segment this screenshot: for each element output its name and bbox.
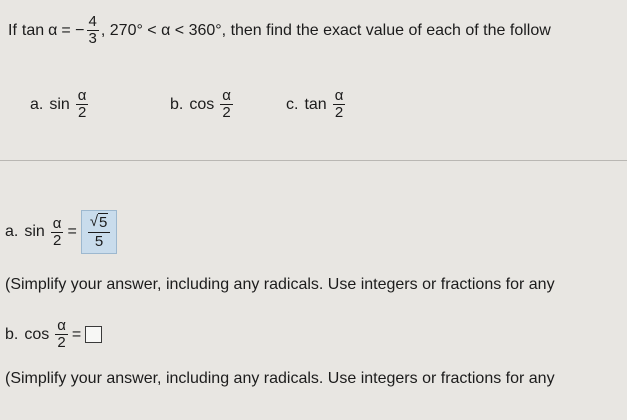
fraction-numerator: α	[52, 214, 62, 232]
section-divider	[0, 160, 627, 161]
part-fraction	[220, 88, 233, 121]
part-label: a.	[30, 95, 44, 113]
answer-lhs-fraction	[51, 216, 64, 249]
part-label: c.	[286, 95, 299, 113]
answer-label: b.	[5, 325, 19, 343]
instruction-b: (Simplify your answer, including any radicals. Use integers or fractions for any	[5, 370, 555, 387]
answer-func: sin	[24, 223, 45, 240]
part-func: sin	[49, 95, 70, 113]
fraction-numerator: 4	[88, 13, 97, 30]
problem-statement	[8, 14, 551, 47]
problem-prefix: If	[8, 21, 17, 39]
answer-numerator	[88, 213, 111, 233]
answer-b-input[interactable]	[85, 326, 102, 343]
sqrt-expression	[90, 213, 109, 232]
answer-a-row	[5, 210, 117, 254]
part-a	[30, 88, 90, 121]
part-func: cos	[189, 95, 215, 113]
fraction-denominator: 2	[334, 104, 344, 121]
part-b	[170, 88, 235, 121]
answer-equals: =	[67, 223, 77, 240]
radicand: 5	[99, 214, 108, 231]
fraction-denominator: 2	[57, 334, 66, 351]
answer-label: a.	[5, 223, 19, 240]
fraction-numerator: α	[77, 87, 87, 104]
answer-a-field[interactable]	[81, 210, 118, 254]
problem-range: , 270° < α < 360°	[100, 21, 222, 39]
answer-lhs-fraction	[55, 318, 68, 351]
fraction-numerator: α	[57, 317, 66, 334]
part-fraction	[333, 88, 346, 121]
answer-b-row	[5, 318, 102, 351]
problem-var: α	[48, 21, 58, 39]
fraction-denominator: 2	[77, 104, 87, 121]
answer-equals: =	[71, 325, 82, 343]
part-label: b.	[170, 95, 184, 113]
fraction-numerator: α	[334, 87, 344, 104]
part-c	[286, 88, 347, 121]
answer-denominator: 5	[94, 233, 104, 250]
instruction-a: (Simplify your answer, including any radicals. Use integers or fractions for any	[5, 276, 555, 293]
problem-suffix: , then find the exact value of each of the follow	[221, 21, 551, 39]
fraction-denominator: 2	[222, 104, 231, 121]
problem-fraction	[87, 14, 99, 47]
fraction-numerator: α	[222, 87, 231, 104]
radical-sign: √	[89, 213, 99, 230]
fraction-denominator: 2	[52, 231, 62, 249]
problem-func: tan	[21, 21, 45, 39]
part-fraction	[76, 88, 89, 121]
fraction-denominator: 3	[88, 30, 97, 47]
problem-eq: = −	[61, 21, 85, 39]
part-func: tan	[304, 95, 327, 113]
answer-func: cos	[24, 325, 50, 343]
